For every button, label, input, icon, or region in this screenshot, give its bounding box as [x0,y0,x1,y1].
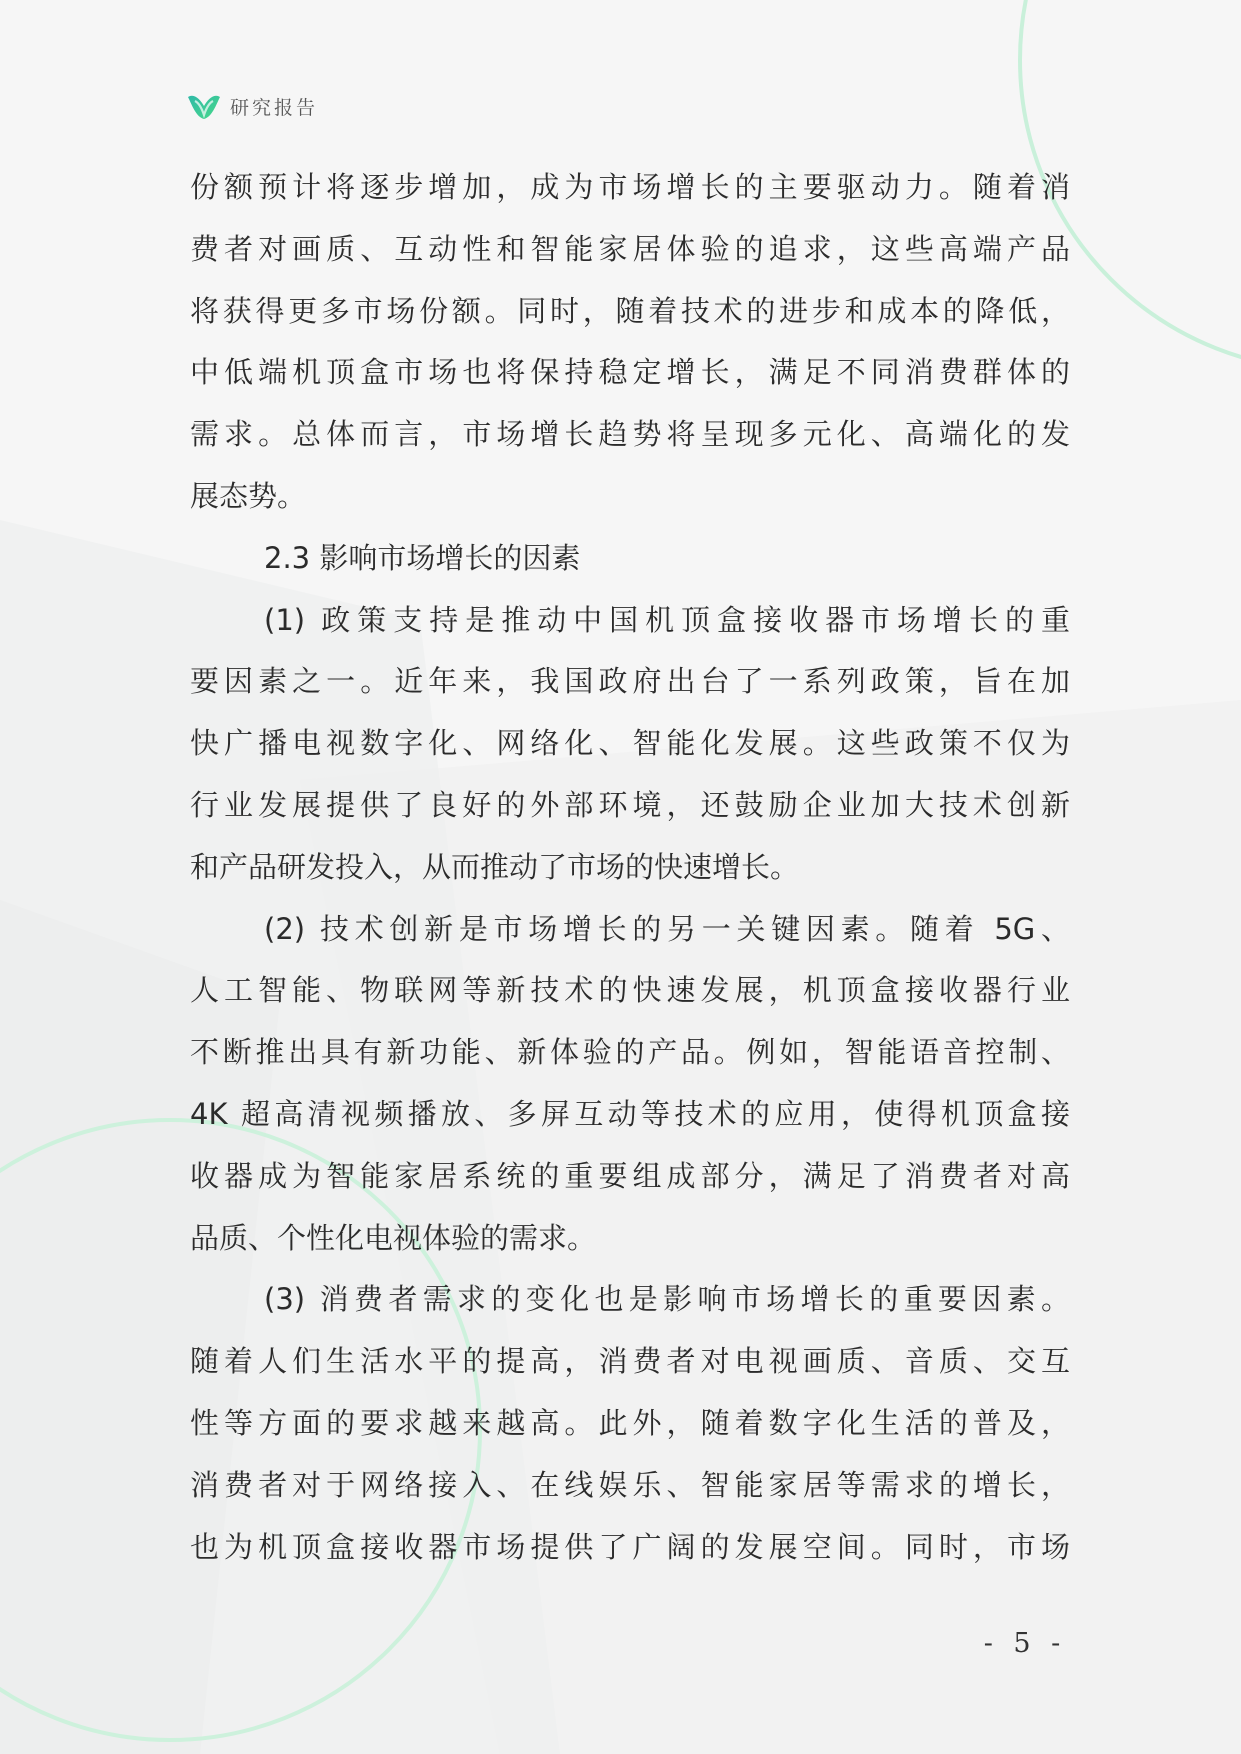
brand-logo-icon [186,91,222,121]
text-line: (1) 政策支持是推动中国机顶盒接收器市场增长的重 [264,602,1070,637]
page-number: - 5 - [983,1628,1067,1659]
text-line: 和产品研发投入，从而推动了市场的快速增长。 [190,849,800,884]
text-line: 品质、个性化电视体验的需求。 [190,1220,597,1255]
text-line: (3) 消费者需求的变化也是影响市场增长的重要因素。 [264,1282,1070,1317]
text-line: (2) 技术创新是市场增长的另一关键因素。随着 5G、 [264,911,1070,946]
paragraph [190,899,1070,1270]
text-line: 需求。总体而言，市场增长趋势将呈现多元化、高端化的发 [190,417,1070,452]
text-line: 4K 超高清视频播放、多屏互动等技术的应用，使得机顶盒接 [190,1096,1070,1131]
paragraph [190,157,1070,528]
text-line: 展态势。 [190,478,307,513]
document-body [190,157,1070,1578]
text-line: 人工智能、物联网等新技术的快速发展，机顶盒接收器行业 [190,973,1070,1008]
text-line: 要因素之一。近年来，我国政府出台了一系列政策，旨在加 [190,664,1070,699]
text-line: 随着人们生活水平的提高，消费者对电视画质、音质、交互 [190,1344,1070,1379]
text-line: 收器成为智能家居系统的重要组成部分，满足了消费者对高 [190,1158,1070,1193]
section-heading [190,528,1070,590]
text-line: 不断推出具有新功能、新体验的产品。例如，智能语音控制、 [190,1035,1070,1070]
text-line: 中低端机顶盒市场也将保持稳定增长，满足不同消费群体的 [190,355,1070,390]
paragraph [190,590,1070,899]
text-line: 消费者对于网络接入、在线娱乐、智能家居等需求的增长， [190,1467,1070,1502]
text-line: 将获得更多市场份额。同时，随着技术的进步和成本的降低， [190,293,1070,328]
header-title: 研究报告 [230,96,319,119]
report-header [186,88,318,124]
text-line: 份额预计将逐步增加，成为市场增长的主要驱动力。随着消 [190,170,1070,204]
text-line: 费者对画质、互动性和智能家居体验的追求，这些高端产品 [190,231,1070,266]
paragraph [190,1269,1070,1578]
text-line: 快广播电视数字化、网络化、智能化发展。这些政策不仅为 [190,726,1070,761]
section-heading-text: 2.3 影响市场增长的因素 [264,540,581,575]
text-line: 行业发展提供了良好的外部环境，还鼓励企业加大技术创新 [190,787,1070,822]
text-line: 性等方面的要求越来越高。此外，随着数字化生活的普及， [190,1405,1070,1440]
text-line: 也为机顶盒接收器市场提供了广阔的发展空间。同时，市场 [190,1529,1070,1564]
